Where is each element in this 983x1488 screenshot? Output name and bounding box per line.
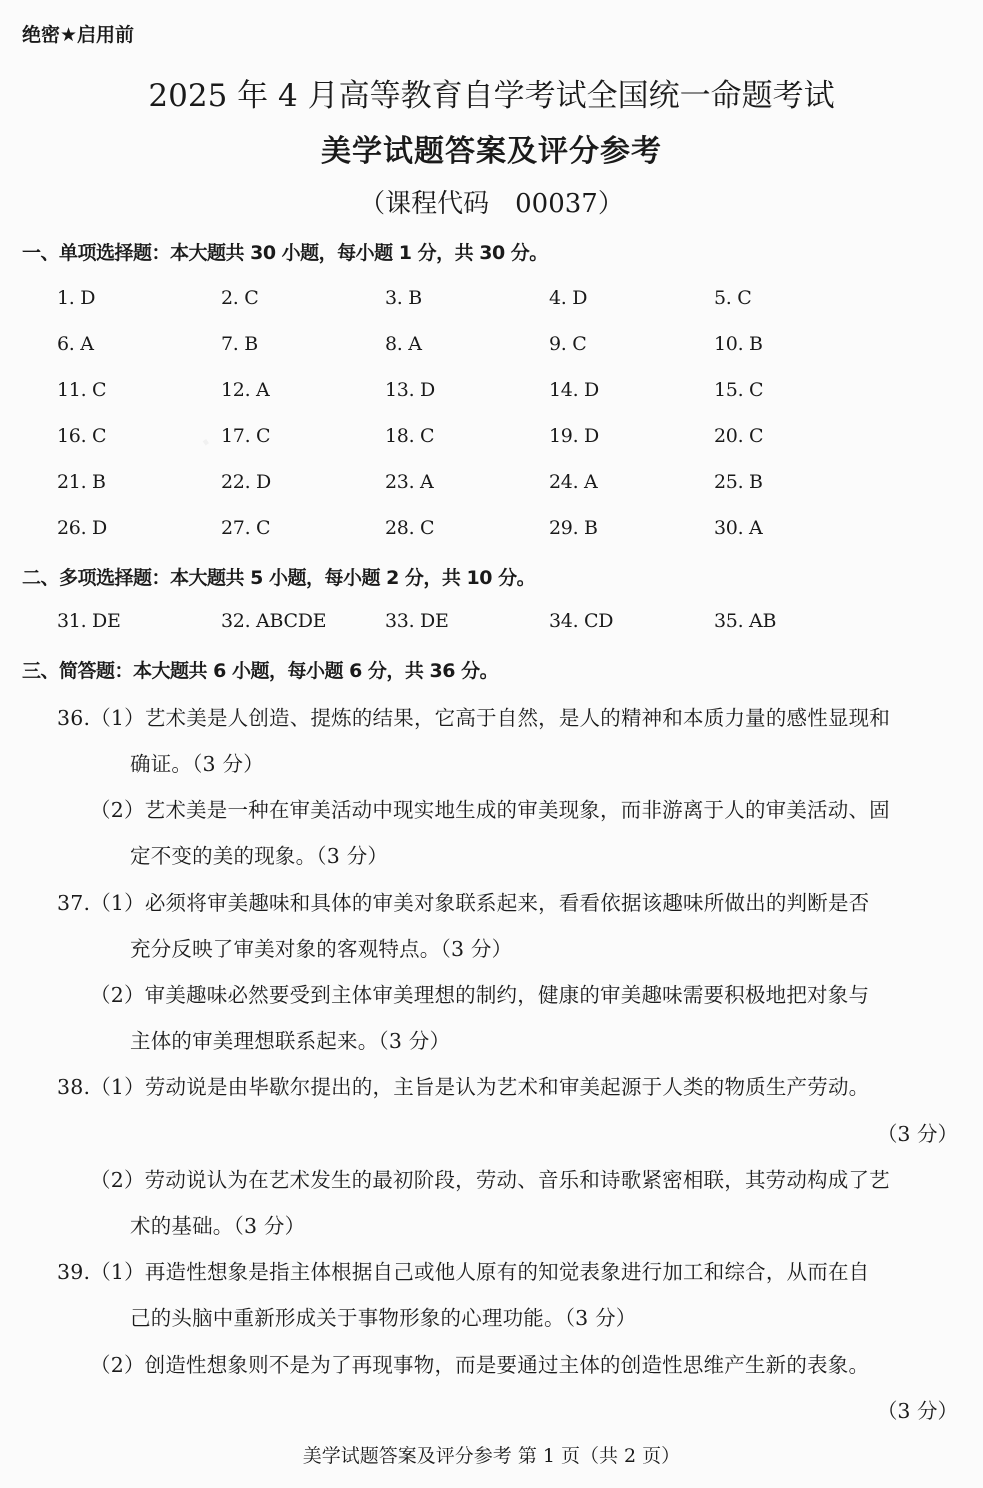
section-heading-short-answer: 三、简答题：本大题共 6 小题，每小题 6 分，共 36 分。 — [22, 660, 499, 682]
answer-item: 24. A — [549, 471, 598, 493]
answer-item: 28. C — [385, 517, 435, 539]
answer-item: 15. C — [714, 379, 764, 401]
answer-item: 34. CD — [549, 610, 614, 632]
question-39-part-1: 39.（1）再造性想象是指主体根据自己或他人原有的知觉表象进行加工和综合，从而在自 — [57, 1260, 870, 1284]
answer-item: 17. C — [221, 425, 271, 447]
answer-item: 27. C — [221, 517, 271, 539]
answer-item: 20. C — [714, 425, 764, 447]
answer-item: 25. B — [714, 471, 763, 493]
page-footer: 美学试题答案及评分参考 第 1 页（共 2 页） — [302, 1445, 681, 1467]
answer-item: 14. D — [549, 379, 599, 401]
answer-item: 13. D — [385, 379, 435, 401]
question-37-part-1-cont: 充分反映了审美对象的客观特点。（3 分） — [130, 937, 513, 961]
course-code-label: （课程代码 — [359, 189, 490, 219]
question-36-part-1-cont: 确证。（3 分） — [130, 752, 264, 776]
answer-item: 18. C — [385, 425, 435, 447]
answer-item: 21. B — [57, 471, 106, 493]
answer-item: 2. C — [221, 287, 259, 309]
question-36-part-1: 36.（1）艺术美是人创造、提炼的结果，它高于自然，是人的精神和本质力量的感性显现和 — [57, 706, 891, 730]
confidential-label: 绝密★启用前 — [22, 24, 135, 46]
answer-item: 6. A — [57, 333, 94, 355]
answer-item: 8. A — [385, 333, 422, 355]
question-38-part-2: （2）劳动说认为在艺术发生的最初阶段，劳动、音乐和诗歌紧密相联，其劳动构成了艺 — [90, 1168, 890, 1192]
answer-item: 4. D — [549, 287, 588, 309]
section-heading-multi-choice: 二、多项选择题：本大题共 5 小题，每小题 2 分，共 10 分。 — [22, 567, 536, 589]
answer-item: 5. C — [714, 287, 752, 309]
question-37-part-2: （2）审美趣味必然要受到主体审美理想的制约，健康的审美趣味需要积极地把对象与 — [90, 983, 870, 1007]
answer-item: 35. AB — [714, 610, 777, 632]
answer-item: 22. D — [221, 471, 271, 493]
answer-item: 32. ABCDE — [221, 610, 327, 632]
question-36-part-2: （2）艺术美是一种在审美活动中现实地生成的审美现象，而非游离于人的审美活动、固 — [90, 798, 890, 822]
exam-title: 2025 年 4 月高等教育自学考试全国统一命题考试 — [148, 78, 835, 114]
course-code — [0, 183, 983, 220]
answer-item: 12. A — [221, 379, 270, 401]
answer-item: 26. D — [57, 517, 107, 539]
question-37-part-2-cont: 主体的审美理想联系起来。（3 分） — [130, 1029, 451, 1053]
course-code-value: 00037） — [515, 189, 624, 219]
answer-item: 3. B — [385, 287, 422, 309]
question-39-part-2-score: （3 分） — [876, 1399, 958, 1423]
answer-item: 10. B — [714, 333, 763, 355]
question-36-part-2-cont: 定不变的美的现象。（3 分） — [130, 844, 389, 868]
question-38-part-2-cont: 术的基础。（3 分） — [130, 1214, 306, 1238]
answer-item: 33. DE — [385, 610, 449, 632]
answer-item: 31. DE — [57, 610, 121, 632]
answer-item: 9. C — [549, 333, 587, 355]
question-38-part-1: 38.（1）劳动说是由毕歇尔提出的，主旨是认为艺术和审美起源于人类的物质生产劳动。 — [57, 1075, 870, 1099]
answer-item: 1. D — [57, 287, 96, 309]
answer-item: 16. C — [57, 425, 107, 447]
section-heading-single-choice: 一、单项选择题：本大题共 30 小题，每小题 1 分，共 30 分。 — [22, 242, 548, 264]
question-39-part-2: （2）创造性想象则不是为了再现事物，而是要通过主体的创造性思维产生新的表象。 — [90, 1353, 870, 1377]
question-39-part-1-cont: 己的头脑中重新形成关于事物形象的心理功能。（3 分） — [130, 1306, 637, 1330]
answer-item: 30. A — [714, 517, 763, 539]
answer-item: 29. B — [549, 517, 598, 539]
document-title: 美学试题答案及评分参考 — [321, 134, 662, 169]
answer-item: 11. C — [57, 379, 107, 401]
answer-item: 19. D — [549, 425, 599, 447]
answer-item: 23. A — [385, 471, 434, 493]
question-37-part-1: 37.（1）必须将审美趣味和具体的审美对象联系起来，看看依据该趣味所做出的判断是否 — [57, 891, 870, 915]
answer-item: 7. B — [221, 333, 258, 355]
question-38-part-1-score: （3 分） — [876, 1122, 958, 1146]
